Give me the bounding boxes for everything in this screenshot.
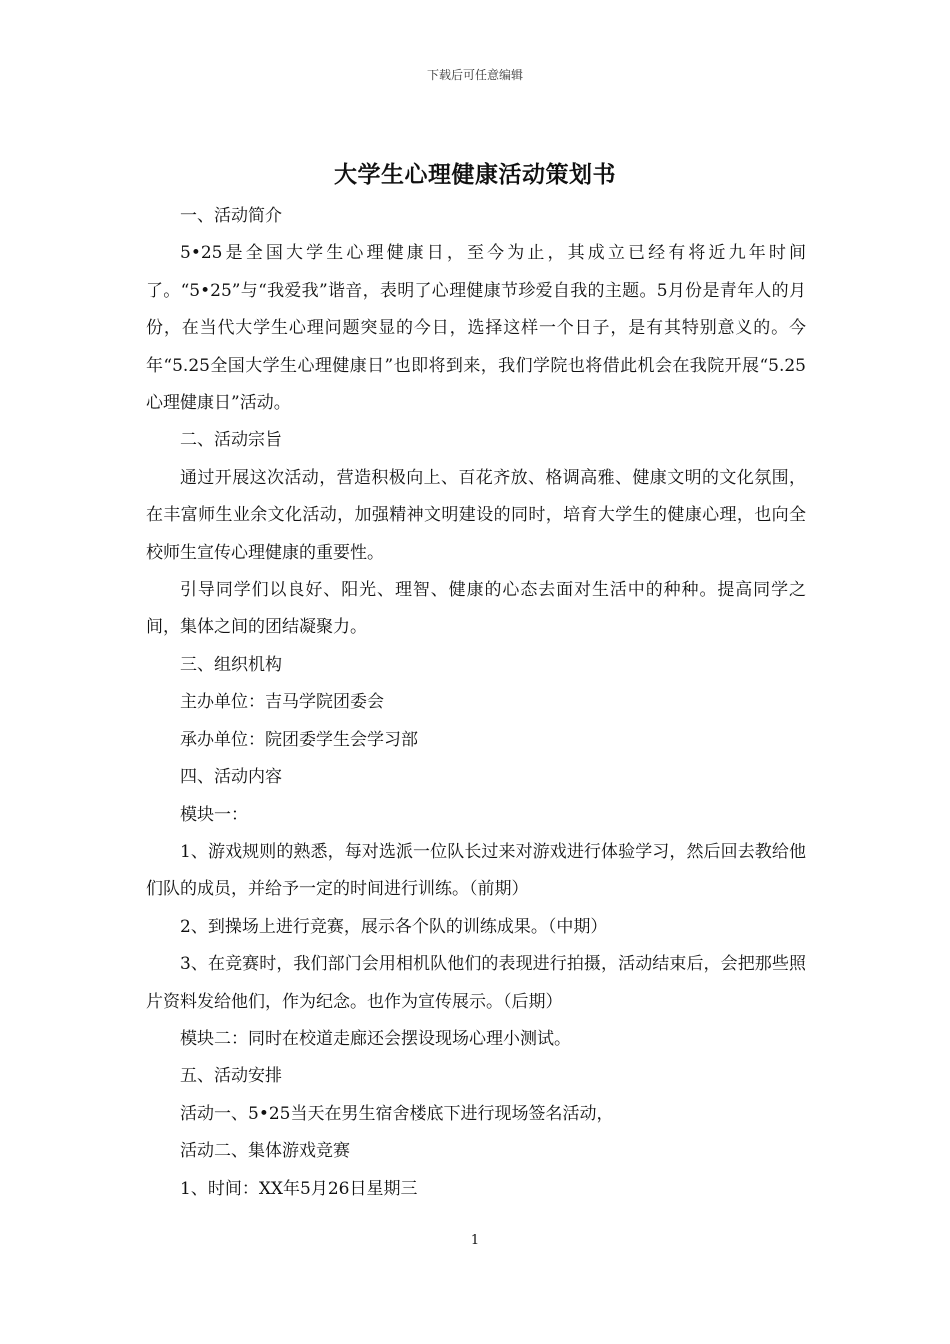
- schedule-time: 1、时间：XX年5月26日星期三: [180, 1178, 418, 1199]
- document-body: [146, 198, 806, 1208]
- section-heading-schedule: 五、活动安排: [180, 1066, 282, 1087]
- header-note: 下载后可任意编辑: [426, 68, 523, 82]
- paragraph-purpose-1: 通过开展这次活动，营造积极向上、百花齐放、格调高雅、健康文明的文化氛围，在丰富师生业余文化活动，加强精神文明建设的同时，培育大学生的健康心理，也向全校师生宣传心理健康的重要性。: [146, 467, 806, 563]
- schedule-activity-1: 活动一、5•25当天在男生宿舍楼底下进行现场签名活动，: [180, 1103, 614, 1124]
- module-one-item-3: 3、在竞赛时，我们部门会用相机队他们的表现进行拍摄，活动结束后，会把那些照片资料发给他们，作为纪念。也作为宣传展示。（后期）: [146, 954, 806, 1012]
- page-number: 1: [470, 1233, 480, 1248]
- section-heading-organization: 三、组织机构: [180, 654, 282, 675]
- module-one-item-2: 2、到操场上进行竞赛，展示各个队的训练成果。（中期）: [180, 916, 608, 937]
- paragraph-intro: 5•25是全国大学生心理健康日，至今为止，其成立已经有将近九年时间了。“5•25”与“我爱我”谐音，表明了心理健康节珍爱自我的主题。5月份是青年人的月份，在当代大学生心理问题突显的今日，选择这样一个日子，是有其特别意义的。今年“5.25全国大学生心理健康日”也即将到来，我们学院也将借此机会在我院开展“5.25心理健康日”活动。: [146, 243, 806, 414]
- paragraph-purpose-2: 引导同学们以良好、阳光、理智、健康的心态去面对生活中的种种。提高同学之间，集体之间的团结凝聚力。: [146, 580, 806, 638]
- schedule-activity-2: 活动二、集体游戏竞赛: [180, 1141, 350, 1162]
- module-one-label: 模块一：: [180, 804, 248, 825]
- section-heading-intro: 一、活动简介: [180, 206, 282, 226]
- paragraph-co-organizer: 承办单位：院团委学生会学习部: [180, 729, 418, 750]
- section-heading-purpose: 二、活动宗旨: [180, 430, 282, 451]
- paragraph-organizer: 主办单位：吉马学院团委会: [180, 692, 384, 713]
- document-title: 大学生心理健康活动策划书: [334, 161, 616, 188]
- section-heading-content: 四、活动内容: [180, 767, 282, 788]
- module-two: 模块二：同时在校道走廊还会摆设现场心理小测试。: [180, 1028, 571, 1049]
- module-one-item-1: 1、游戏规则的熟悉，每对选派一位队长过来对游戏进行体验学习，然后回去教给他们队的成员，并给予一定的时间进行训练。（前期）: [146, 841, 806, 900]
